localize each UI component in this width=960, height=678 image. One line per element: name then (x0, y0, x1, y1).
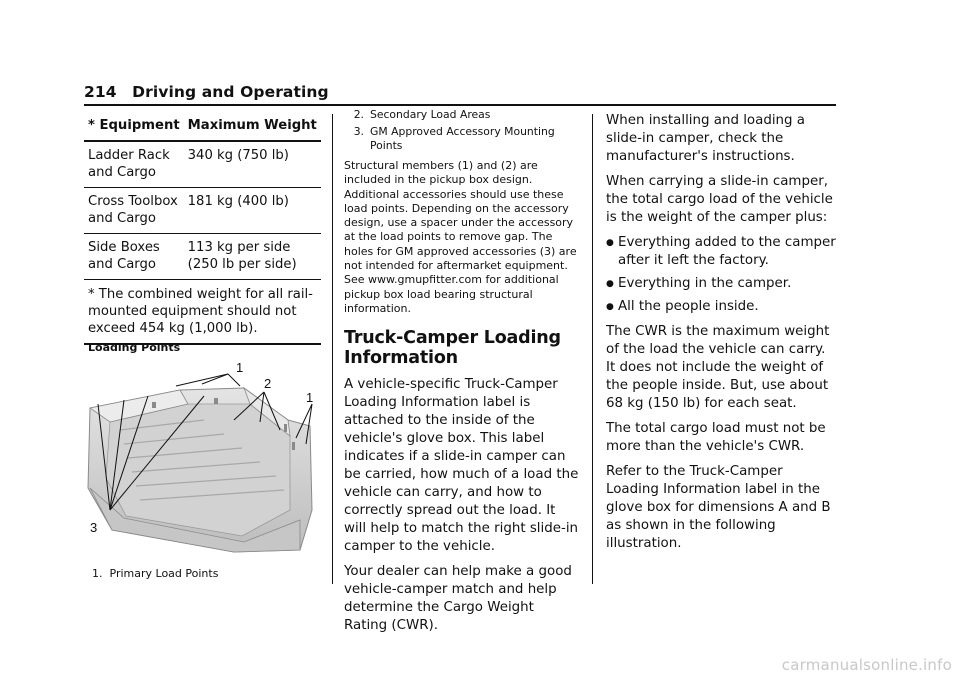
caption-number: 1. (92, 567, 103, 580)
page-number: 214 (84, 83, 117, 101)
equipment-table (84, 114, 321, 345)
table-header-equipment: * Equipment (84, 114, 184, 141)
table-header-max-weight: Maximum Weight (184, 114, 321, 141)
list-item (606, 298, 838, 316)
table-cell: 113 kg per side (250 lb per side) (184, 234, 321, 280)
table-cell: Ladder Rack and Cargo (84, 141, 184, 188)
caption-list (344, 108, 580, 153)
body-paragraph: When carrying a slide-in camper, the total cargo load of the vehicle is the weight of the camper plus: (606, 174, 833, 225)
table-footnote-row (84, 280, 321, 345)
callout-label: 1 (306, 390, 314, 405)
body-paragraph: The total cargo load must not be more than the vehicle's CWR. (606, 421, 826, 454)
column-divider (592, 114, 593, 584)
list-item (606, 275, 838, 293)
column-1 (84, 114, 320, 345)
list-item (606, 234, 838, 270)
table-cell: Cross Toolbox and Cargo (84, 188, 184, 234)
truck-bed-illustration (84, 360, 332, 556)
body-paragraph: The CWR is the maximum weight of the load the vehicle can carry. It does not include the weight of the people inside. But, use about 68 kg (150 lb) for each seat. (606, 324, 830, 411)
section-title: Driving and Operating (132, 83, 329, 101)
list-item (350, 108, 580, 122)
bullet-icon: ● (606, 279, 614, 289)
table-cell: 340 kg (750 lb) (184, 141, 321, 188)
body-paragraph: Refer to the Truck-Camper Loading Information label in the glove box for dimensions A and B as shown in the following illustration. (606, 464, 831, 551)
bullet-text: Everything added to the camper after it left the factory. (618, 235, 836, 268)
loading-points-heading: Loading Points (88, 341, 181, 354)
figure-caption (92, 567, 218, 580)
column-divider (332, 114, 333, 584)
caption-text: Primary Load Points (109, 567, 219, 580)
caption-number: 3. (353, 125, 364, 138)
bullet-text: All the people inside. (618, 299, 759, 314)
list-item (350, 125, 580, 153)
bullet-text: Everything in the camper. (618, 276, 792, 291)
caption-text: Secondary Load Areas (370, 108, 491, 121)
caption-text: GM Approved Accessory Mounting Points (370, 125, 555, 152)
body-paragraph: When installing and loading a slide-in camper, check the manufacturer's instructions. (606, 113, 805, 164)
table-row (84, 141, 321, 188)
table-row (84, 188, 321, 234)
header-rule (84, 104, 836, 106)
bullet-icon: ● (606, 302, 614, 312)
callout-label: 3 (90, 520, 98, 535)
column-3 (606, 112, 838, 560)
bullet-list (606, 234, 838, 316)
table-row (84, 234, 321, 280)
callout-label: 1 (236, 360, 244, 375)
callout-label: 2 (264, 376, 272, 391)
structural-paragraph: Structural members (1) and (2) are included in the pickup box design. Additional accessories should use these load points. Depending on the accessory design, use a spacer under the accessory at the load points to remove gap. The holes for GM approved accessories (3) are not intended for aftermarket equipment. See www.gmupfitter.com for additional pickup box load bearing structural information. (344, 159, 577, 315)
body-paragraph: Your dealer can help make a good vehicle-camper match and help determine the Cargo Weight Rating (CWR). (344, 564, 572, 634)
caption-number: 2. (353, 108, 364, 121)
watermark: carmanualsonline.info (781, 656, 952, 674)
table-cell: 181 kg (400 lb) (184, 188, 321, 234)
page-header (84, 83, 329, 101)
body-paragraph: A vehicle-specific Truck-Camper Loading Information label is attached to the inside of the vehicle's glove box. This label indicates if a slide-in camper can be carried, how much of a load the vehicle can carry, and how to correctly spread out the load. It will help to match the right slide-in camper to the vehicle. (344, 377, 579, 555)
bullet-icon: ● (606, 238, 614, 248)
table-footnote: * The combined weight for all rail-mounted equipment should not exceed 454 kg (1,000 lb). (84, 280, 321, 345)
table-cell: Side Boxes and Cargo (84, 234, 184, 280)
section-heading: Truck-Camper Loading Information (344, 328, 561, 369)
bed-floor (106, 404, 290, 536)
column-2 (344, 108, 580, 642)
